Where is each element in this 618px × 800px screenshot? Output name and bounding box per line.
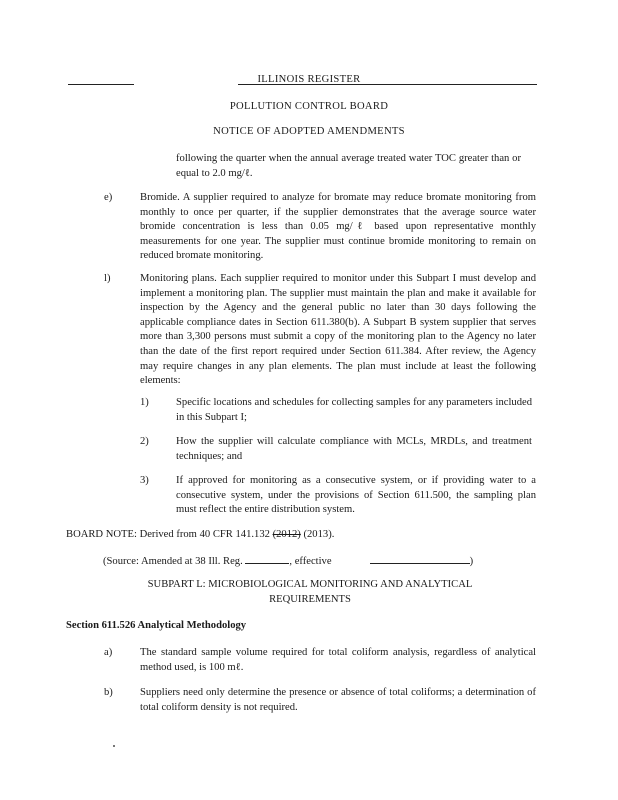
scan-speck <box>113 745 115 747</box>
board-note-prefix: BOARD NOTE: Derived from 40 CFR 141.132 <box>66 529 273 540</box>
list-item-number: 3) <box>140 475 149 486</box>
list-item-text: Specific locations and schedules for collecting samples for any parameters included in this Subpart I; <box>176 397 532 423</box>
notice-title: NOTICE OF ADOPTED AMENDMENTS <box>213 126 405 137</box>
board-note-struck-year: (2012) <box>272 529 301 540</box>
list-item-text: If approved for monitoring as a consecutive system, or if providing water to a consecutive system, under the provisions of Section 611.500, the sampling plan must reflect the entire distribution system. <box>176 475 536 516</box>
source-prefix: (Source: Amended at 38 Ill. Reg. <box>103 556 246 567</box>
source-middle: , effective <box>289 556 332 567</box>
effective-date-blank <box>370 553 470 564</box>
paragraph-l-label: l) <box>104 273 111 284</box>
source-note <box>103 553 473 570</box>
board-note-suffix: (2013). <box>300 529 335 540</box>
list-item-text: How the supplier will calculate compliance with MCLs, MRDLs, and treatment techniques; and <box>176 436 532 462</box>
paragraph-b-label: b) <box>104 687 113 698</box>
paragraph-l-text: Monitoring plans. Each supplier required to monitor under this Subpart I must develop and implement a monitoring plan. The supplier must maintain the plan and make it available for inspection by the Agency and the general public no later than 30 days following the applicable compliance dates in Section 611.380(b). A Subpart B system supplier that serves more than 3,300 persons must submit a copy of the monitoring plan to the Agency no later than the date of the first report required under Section 611.384. After review, the Agency may require changes in any plan elements. The plan must include at least the following elements: <box>140 273 536 387</box>
board-title: POLLUTION CONTROL BOARD <box>229 101 389 112</box>
continuation-text: following the quarter when the annual average treated water TOC greater than or equal to 2.0 mg/ℓ. <box>176 153 521 179</box>
paragraph-e-text: Bromide. A supplier required to analyze for bromate may reduce bromate monitoring from monthly to once per quarter, if the supplier demonstrates that the average source water bromide concentration is less than 0.05 mg/ℓ based upon representative monthly measurements for one year. The supplier must continue bromide monitoring to remain on reduced bromate monitoring. <box>140 192 536 262</box>
paragraph-b-text: Suppliers need only determine the presence or absence of total coliforms; a determination of total coliform density is not required. <box>140 687 536 713</box>
board-note <box>66 528 334 543</box>
list-item-number: 1) <box>140 397 149 408</box>
list-item-number: 2) <box>140 436 149 447</box>
paragraph-e-label: e) <box>104 192 113 203</box>
subpart-title: SUBPART L: MICROBIOLOGICAL MONITORING AND ANALYTICAL REQUIREMENTS <box>147 579 473 605</box>
register-number-blank <box>245 553 289 564</box>
register-title: ILLINOIS REGISTER <box>257 74 361 85</box>
paragraph-a-text: The standard sample volume required for total coliform analysis, regardless of analytical method used, is 100 mℓ. <box>140 647 536 673</box>
section-heading: Section 611.526 Analytical Methodology <box>66 620 247 631</box>
paragraph-a-label: a) <box>104 647 113 658</box>
source-suffix: ) <box>469 556 474 567</box>
